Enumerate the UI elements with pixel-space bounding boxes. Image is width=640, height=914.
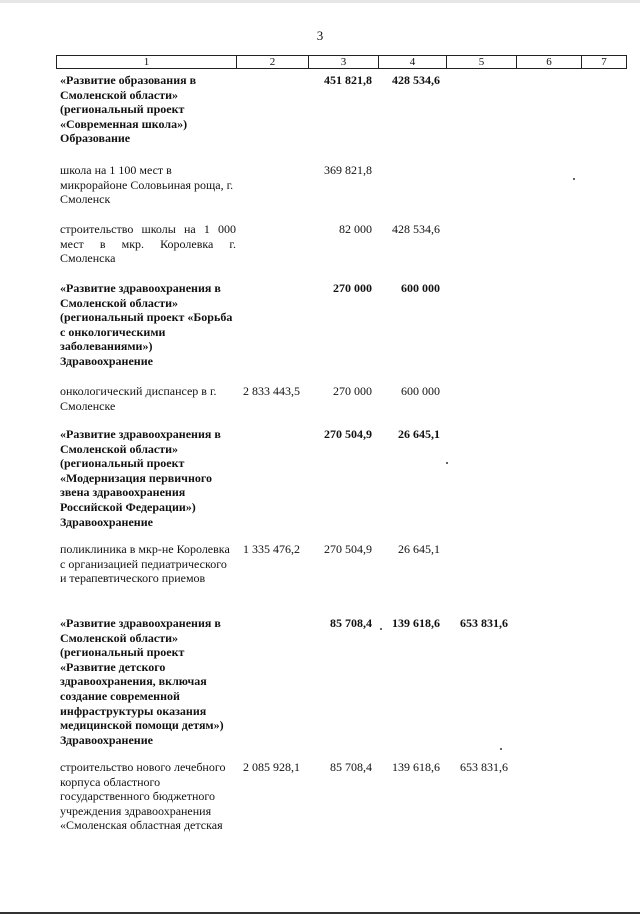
column-header-6: 6 — [517, 56, 582, 68]
column-header-7: 7 — [601, 56, 607, 68]
row-value-col2: 1 335 476,2 — [243, 542, 300, 556]
table-header-row — [56, 55, 627, 69]
row-value-col3: 369 821,8 — [324, 163, 372, 177]
column-header-5: 5 — [447, 56, 517, 68]
column-header-3: 3 — [309, 56, 379, 68]
row-value-col4: 600 000 — [401, 384, 440, 398]
row-name: строительство школы на 1 000 мест в мкр. Королевка г. Смоленска — [60, 222, 236, 266]
column-header-4: 4 — [379, 56, 447, 68]
row-name: строительство нового лечебного корпуса областного государственного бюджетного учреждения здравоохранения «Смоленская областная детская — [60, 760, 226, 833]
row-value-col4: 26 645,1 — [398, 427, 440, 441]
scan-speck — [380, 628, 382, 630]
row-name: онкологический диспансер в г. Смоленске — [60, 384, 217, 413]
scan-top-edge — [0, 0, 640, 3]
scan-speck — [446, 462, 448, 464]
row-value-col2: 2 085 928,1 — [243, 760, 300, 774]
row-value-col3: 270 000 — [333, 281, 372, 295]
column-header-1: 1 — [57, 56, 237, 68]
row-value-col3: 451 821,8 — [324, 73, 372, 87]
row-value-col5: 653 831,6 — [460, 760, 508, 774]
row-value-col4: 139 618,6 — [392, 616, 440, 630]
row-name: школа на 1 100 мест в микрорайоне Соловьиная роща, г. Смоленск — [60, 163, 234, 207]
row-value-col4: 428 534,6 — [392, 73, 440, 87]
row-value-col2: 2 833 443,5 — [243, 384, 300, 398]
page-number: 3 — [316, 28, 324, 43]
row-value-col3: 82 000 — [339, 222, 372, 236]
row-value-col3: 270 000 — [333, 384, 372, 398]
row-value-col4: 26 645,1 — [398, 542, 440, 556]
row-value-col4: 139 618,6 — [392, 760, 440, 774]
row-value-col3: 270 504,9 — [324, 427, 372, 441]
row-name: поликлиника в мкр-не Королевка с организацией педиатрического и терапевтического приемов — [60, 542, 230, 586]
row-value-col3: 270 504,9 — [324, 542, 372, 556]
scan-speck — [573, 178, 575, 180]
row-value-col4: 600 000 — [401, 281, 440, 295]
row-name: «Развитие здравоохранения в Смоленской области» (региональный проект «Борьба с онкологическими заболеваниями») Здравоохранение — [60, 281, 233, 368]
row-value-col4: 428 534,6 — [392, 222, 440, 236]
row-name: «Развитие здравоохранения в Смоленской области» (региональный проект «Модернизация первичного звена здравоохранения Российской Федерации») Здравоохранение — [60, 427, 221, 529]
row-value-col3: 85 708,4 — [330, 760, 372, 774]
row-name: «Развитие здравоохранения в Смоленской области» (региональный проект «Развитие детского здравоохранения, включая создание современной инфраструктуры оказания медицинской помощи детям») Здравоохранение — [60, 616, 224, 747]
row-value-col3: 85 708,4 — [330, 616, 372, 630]
row-value-col5: 653 831,6 — [460, 616, 508, 630]
column-header-2: 2 — [237, 56, 309, 68]
row-name: «Развитие образования в Смоленской области» (региональный проект «Современная школа») Образование — [60, 73, 197, 146]
scan-speck — [500, 748, 502, 750]
